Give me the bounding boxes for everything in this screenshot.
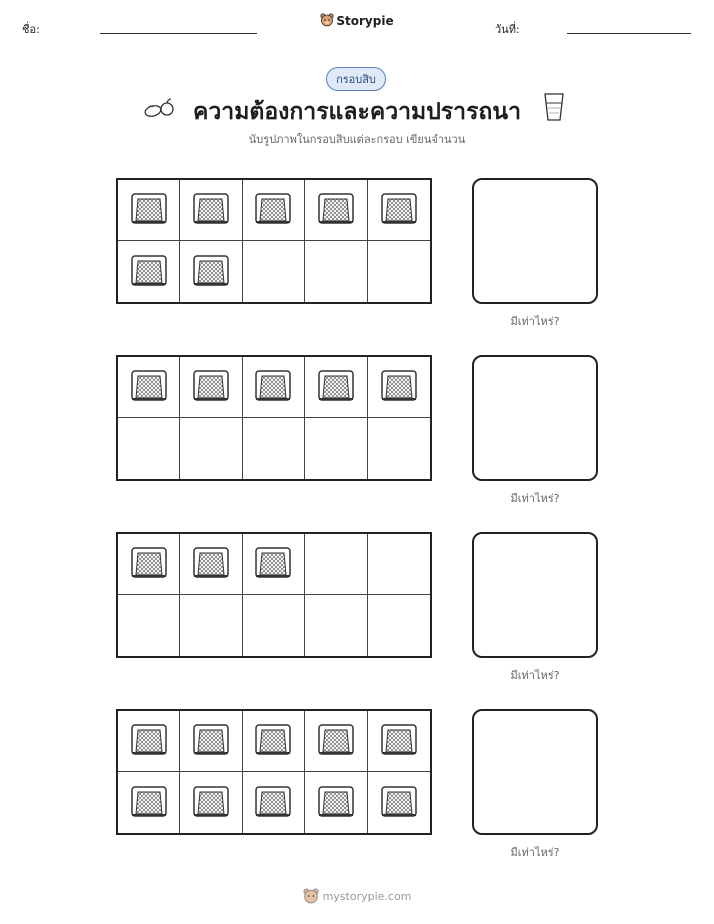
- ten-frame-cell: [368, 711, 430, 772]
- soccer-goal-icon: [130, 722, 168, 760]
- soccer-goal-icon: [254, 545, 292, 583]
- how-many-prompt-3: มีเท่าไหร่?: [510, 669, 560, 682]
- soccer-goal-icon: [380, 368, 418, 406]
- how-many-prompt-4: มีเท่าไหร่?: [510, 846, 560, 859]
- name-label: ชื่อ:: [22, 23, 40, 36]
- answer-box-1[interactable]: [472, 178, 598, 304]
- ten-frame-3: [116, 532, 432, 658]
- ten-frame-cell: [368, 595, 430, 656]
- soccer-goal-icon: [380, 784, 418, 822]
- ten-frame-cell: [180, 711, 242, 772]
- ten-frame-cell: [180, 241, 242, 302]
- brand-logo: [0, 13, 714, 28]
- soccer-goal-icon: [317, 368, 355, 406]
- ten-frame-cell: [305, 241, 367, 302]
- soccer-goal-icon: [254, 784, 292, 822]
- ten-frame-cell: [243, 357, 305, 418]
- ten-frame-cell: [118, 241, 180, 302]
- ten-frame-cell: [118, 772, 180, 833]
- ten-frame-cell: [305, 772, 367, 833]
- date-label: วันที่:: [495, 23, 520, 36]
- ten-frame-cell: [243, 534, 305, 595]
- soccer-goal-icon: [192, 368, 230, 406]
- soccer-goal-icon: [192, 722, 230, 760]
- ten-frame-cell: [118, 418, 180, 479]
- soccer-goal-icon: [254, 722, 292, 760]
- ten-frame-cell: [243, 180, 305, 241]
- ten-frame-cell: [118, 595, 180, 656]
- ten-frame-cell: [305, 180, 367, 241]
- ten-frame-cell: [368, 772, 430, 833]
- ten-frame-cell: [118, 711, 180, 772]
- ten-frame-cell: [243, 772, 305, 833]
- ten-frame-cell: [368, 241, 430, 302]
- soccer-goal-icon: [254, 191, 292, 229]
- ten-frame-cell: [118, 180, 180, 241]
- footer-url: mystorypie.com: [322, 890, 412, 903]
- soccer-goal-icon: [130, 191, 168, 229]
- ten-frame-cell: [305, 711, 367, 772]
- answer-box-3[interactable]: [472, 532, 598, 658]
- footer: [0, 888, 714, 904]
- ten-frame-cell: [368, 534, 430, 595]
- soccer-goal-icon: [317, 722, 355, 760]
- how-many-prompt-1: มีเท่าไหร่?: [510, 315, 560, 328]
- soccer-goal-icon: [380, 722, 418, 760]
- soccer-goal-icon: [192, 784, 230, 822]
- ten-frame-cell: [180, 357, 242, 418]
- ten-frame-cell: [305, 595, 367, 656]
- ten-frame-cell: [368, 418, 430, 479]
- topic-badge: กรอบสิบ: [326, 67, 386, 91]
- ten-frame-cell: [305, 357, 367, 418]
- date-line[interactable]: [567, 33, 691, 34]
- ten-frame-cell: [180, 534, 242, 595]
- water-glass-icon: [543, 92, 565, 122]
- brand-name: Storypie: [336, 14, 394, 28]
- soccer-goal-icon: [192, 545, 230, 583]
- bear-logo-icon: [303, 888, 319, 904]
- soccer-goal-icon: [317, 784, 355, 822]
- ten-frame-cell: [305, 418, 367, 479]
- ten-frame-4: [116, 709, 432, 835]
- ten-frame-cell: [368, 357, 430, 418]
- ten-frame-cell: [180, 772, 242, 833]
- bear-logo-icon: [320, 13, 334, 27]
- soccer-goal-icon: [317, 191, 355, 229]
- instructions: นับรูปภาพในกรอบสิบแต่ละกรอบ เขียนจำนวน: [248, 133, 466, 146]
- ten-frame-cell: [118, 357, 180, 418]
- ten-frame-cell: [180, 595, 242, 656]
- name-line[interactable]: [100, 33, 257, 34]
- ten-frame-cell: [368, 180, 430, 241]
- soccer-goal-icon: [130, 253, 168, 291]
- soccer-goal-icon: [192, 253, 230, 291]
- ten-frame-1: [116, 178, 432, 304]
- ten-frame-2: [116, 355, 432, 481]
- ten-frame-cell: [243, 241, 305, 302]
- ten-frame-cell: [305, 534, 367, 595]
- ten-frame-cell: [180, 418, 242, 479]
- answer-box-4[interactable]: [472, 709, 598, 835]
- soccer-goal-icon: [254, 368, 292, 406]
- soccer-goal-icon: [130, 368, 168, 406]
- soccer-goal-icon: [192, 191, 230, 229]
- answer-box-2[interactable]: [472, 355, 598, 481]
- ten-frame-cell: [180, 180, 242, 241]
- page-title: ความต้องการและความปรารถนา: [193, 99, 521, 125]
- ten-frame-cell: [243, 418, 305, 479]
- ten-frame-cell: [243, 711, 305, 772]
- soccer-goal-icon: [130, 545, 168, 583]
- soccer-goal-icon: [130, 784, 168, 822]
- ten-frame-cell: [243, 595, 305, 656]
- how-many-prompt-2: มีเท่าไหร่?: [510, 492, 560, 505]
- soccer-goal-icon: [380, 191, 418, 229]
- ten-frame-cell: [118, 534, 180, 595]
